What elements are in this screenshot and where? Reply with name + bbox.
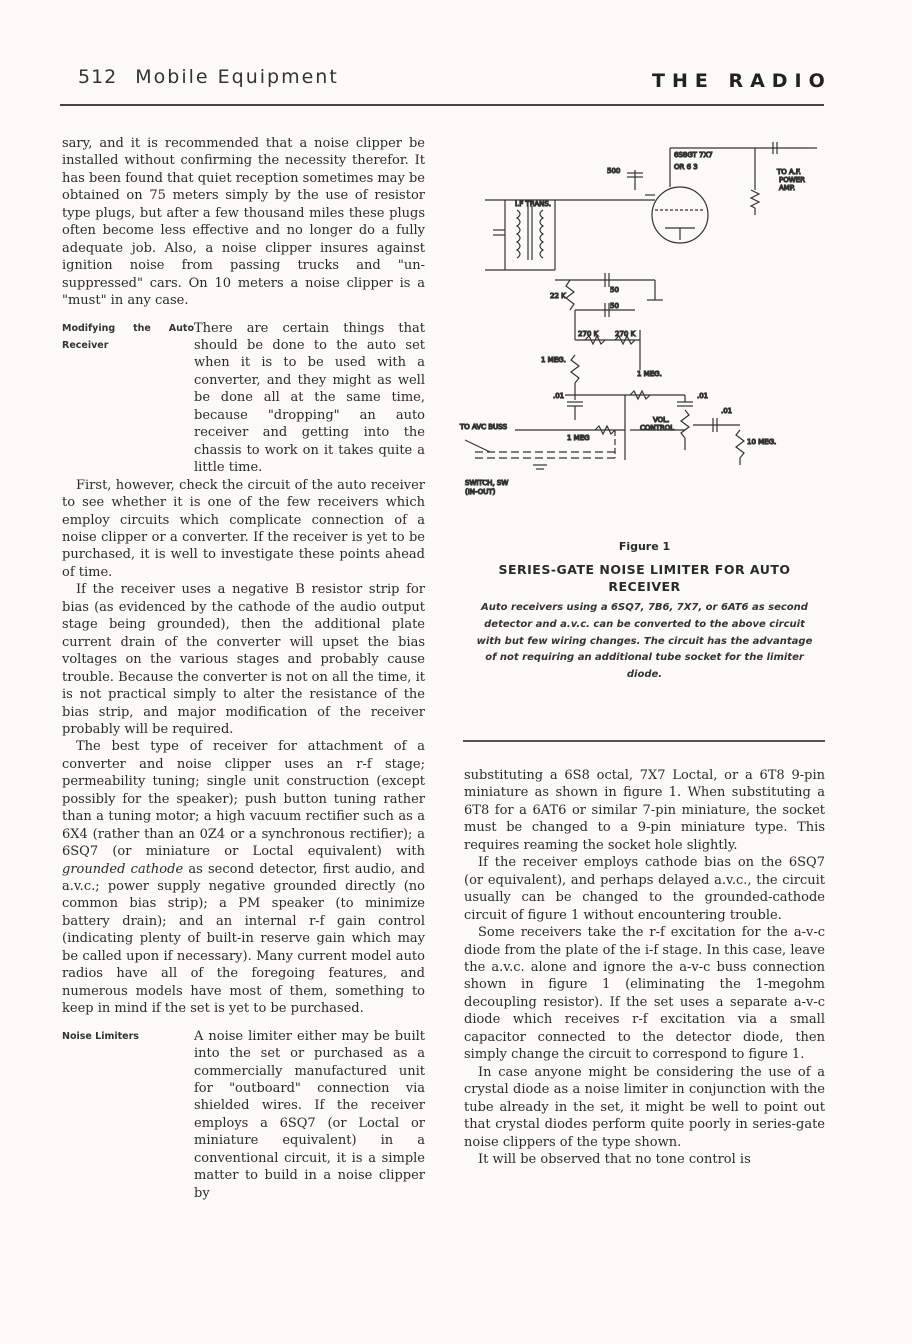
- c01-a-label: .01: [553, 392, 565, 400]
- figure-rule: [463, 740, 825, 742]
- left-column: [62, 135, 425, 1202]
- paragraph: In case anyone might be considering the use of a crystal diode as a noise limiter in conjunction with the tube already in the set, it might be well to point out that crystal diodes perform quite poorly in series-gate noise clippers of the type shown.: [464, 1064, 825, 1150]
- paragraph: Some receivers take the r-f excitation for the a-v-c diode from the plate of the i-f stage. In this case, leave the a.v.c. alone and ignore the a-v-c buss connection shown in figure 1 (eliminating the 1-megohm decoupling resistor). If the set uses a separate a-v-c diode which receives r-f excitation via a small capacitor connected to the detector diode, then simply change the circuit to correspond to figure 1.: [464, 925, 825, 1063]
- right-column: [464, 767, 825, 1168]
- schematic-diagram: [455, 140, 825, 505]
- to-af-label: TO A.F.: [777, 168, 802, 176]
- c01-c-label: .01: [721, 407, 733, 415]
- paragraph: If the receiver uses a negative B resistor strip for bias (as evidenced by the cathode of the audio output stage being grounded), then the additional plate current drain of the converter will upset the bias voltages on the various stages and probably cause trouble. Because the converter is not on all the time, it is not practical simply to alter the resistance of the bias strip, and major modification of the receiver probably will be required.: [62, 582, 425, 737]
- r22k-label: 22 K: [550, 292, 566, 300]
- running-header: [78, 66, 339, 88]
- r270k-b-label: 270 K: [615, 330, 636, 338]
- header-rule: [60, 104, 824, 106]
- control-label: CONTROL: [640, 424, 675, 432]
- schematic-figure: [455, 140, 825, 505]
- c50b-label: 50: [610, 302, 619, 310]
- sidehead-noise-limiters: [62, 1028, 425, 1203]
- paragraph: sary, and it is recommended that a noise clipper be installed without confirming the necessity therefor. It has been found that quiet reception sometimes may be obtained on 75 meters simply by the use of resistor type plugs, but after a few thousand miles these plugs often become less effective and no longer do a fully adequate job. Also, a noise clipper insures against ignition noise from passing trucks and "un-suppressed" cars. On 10 meters a noise clipper is a "must" in any case.: [62, 136, 425, 309]
- power-label: POWER: [779, 176, 805, 184]
- page-number: 512: [78, 66, 118, 88]
- if-trans-label: I.F TRANS.: [515, 200, 552, 208]
- avc-buss-label: TO AVC BUSS: [460, 423, 508, 431]
- vol-label: VOL.: [653, 416, 670, 424]
- sidehead-paragraph: There are certain things that should be done to the auto set when it is to be used with a converter, and they might as well be done all at the same time, because "dropping" an auto receiver and getting into the chassis to work on it takes quite a little time.: [194, 320, 425, 476]
- r1meg-b-label: 1 MEG.: [637, 370, 662, 378]
- r270k-a-label: 270 K: [578, 330, 599, 338]
- paragraph: The best type of receiver for attachment of a converter and noise clipper uses an r-f stage; permeability tuning; single unit construction (except possibly for the speaker); push button tuning rather than a tuning motor; a high vacuum rectifier such as a 6X4 (rather than an 0Z4 or a synchronous rectifier); a 6SQ7 (or miniature or Loctal equivalent) with grounded cathode as second detector, first audio, and a.v.c.; power supply negative grounded directly (no common bias strip); a PM speaker (to minimize battery drain); and an internal r-f gain control (indicating plenty of built-in reserve gain which may be called upon if necessary). Many current model auto radios have all of the foregoing features, and numerous models have most of them, something to keep in mind if the set is yet to be purchased.: [62, 739, 426, 1017]
- book-title: THE RADIO: [652, 70, 832, 92]
- sidehead-label: Modifying the Auto Receiver: [62, 322, 194, 351]
- c50a-label: 50: [610, 286, 619, 294]
- sidehead-modifying: [62, 320, 425, 477]
- paragraph: First, however, check the circuit of the auto receiver to see whether it is one of the few receivers which employ circuits which complicate connection of a noise clipper or a converter. If the receiver is yet to be purchased, it is well to investigate these points ahead of time.: [62, 477, 425, 580]
- amp-label: AMP.: [779, 184, 796, 192]
- r1meg-a-label: 1 MEG.: [541, 356, 566, 364]
- tube-label: 6S8GT 7X7: [674, 151, 713, 159]
- sidehead-paragraph: A noise limiter either may be built into the set or purchased as a commercially manufactured unit for "outboard" connection via shielded wires. If the receiver employs a 6SQ7 (or Loctal or miniature equivalent) in a conventional circuit, it is a simple matter to build in a noise clipper by: [194, 1028, 425, 1201]
- r10meg-label: 10 MEG.: [747, 438, 777, 446]
- section-title: Mobile Equipment: [135, 66, 339, 88]
- c01-b-label: .01: [697, 392, 709, 400]
- figure-title: SERIES-GATE NOISE LIMITER FOR AUTO RECEIVER: [498, 562, 791, 594]
- tube-alt-label: OR 6 3: [674, 163, 698, 171]
- r1meg-c-label: 1 MEG: [567, 434, 590, 442]
- switch-label: SWITCH, SW: [465, 479, 509, 487]
- figure-label: Figure 1: [618, 540, 671, 553]
- paragraph: substituting a 6S8 octal, 7X7 Loctal, or a 6T8 9-pin miniature as shown in figure 1. When substituting a 6T8 for a 6AT6 or similar 7-pin miniature, the socket must be changed to a 9-pin miniature type. This requires reaming the socket hole slightly.: [464, 768, 825, 853]
- paragraph: It will be observed that no tone control is: [478, 1151, 751, 1167]
- figure-caption: Auto receivers using a 6SQ7, 7B6, 7X7, or 6AT6 as second detector and a.v.c. can be converted to the above circuit with but few wiring changes. The circuit has the advantage of not requiring an additional tube socket for the limiter diode.: [476, 602, 813, 681]
- emphasis: grounded cathode: [62, 861, 184, 877]
- inout-label: (IN-OUT): [465, 488, 496, 496]
- paragraph: If the receiver employs cathode bias on the 6SQ7 (or equivalent), and perhaps delayed a.v.c., the circuit usually can be changed to the grounded-cathode circuit of figure 1 without encountering trouble.: [464, 855, 825, 923]
- c500-label: 500: [607, 167, 621, 175]
- sidehead-label: Noise Limiters: [62, 1030, 139, 1042]
